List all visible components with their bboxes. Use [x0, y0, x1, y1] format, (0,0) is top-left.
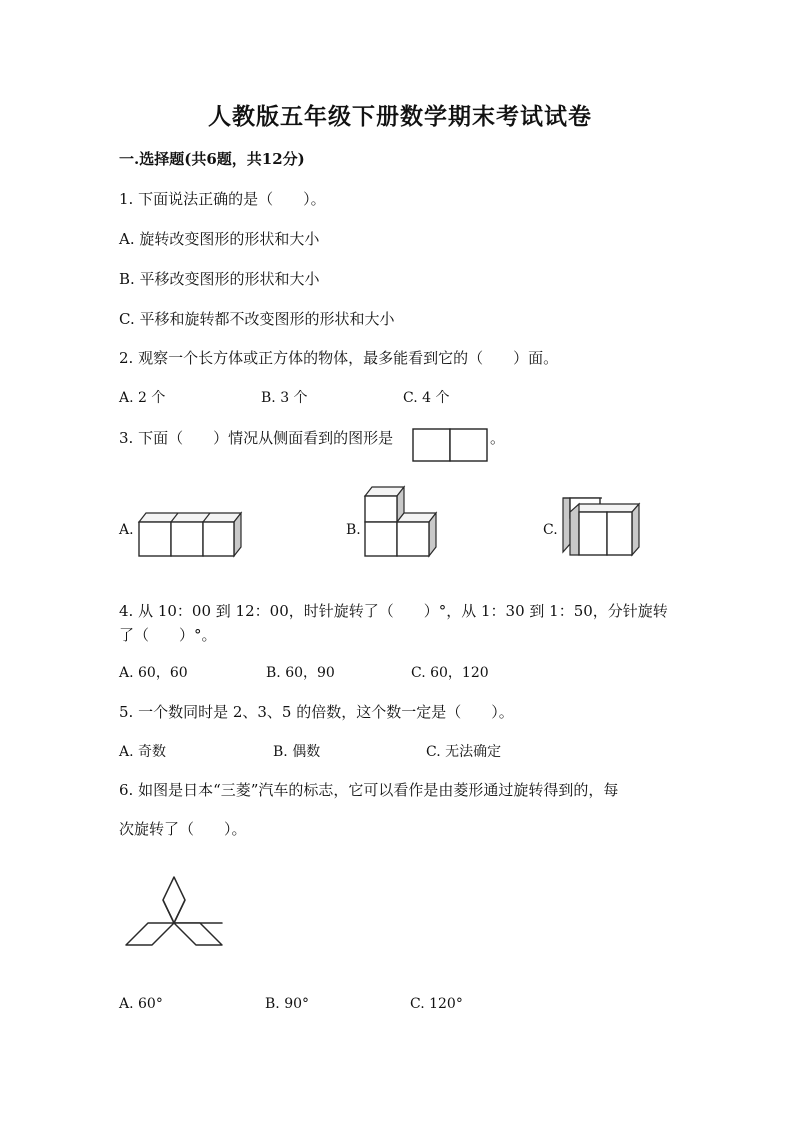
question-4-stem-line2: 了（ ）°。	[119, 626, 217, 644]
question-2-option-c: C. 4 个	[403, 390, 450, 406]
question-2-stem: 2. 观察一个长方体或正方体的物体，最多能看到它的（ ）面。	[119, 349, 559, 367]
page-title: 人教版五年级下册数学期末考试试卷	[208, 103, 592, 130]
question-6-option-c: C. 120°	[410, 996, 463, 1012]
question-3-stem-end: 。	[490, 429, 506, 447]
question-1-stem: 1. 下面说法正确的是（ ）。	[119, 190, 326, 208]
question-3-option-c-label: C.	[543, 522, 558, 538]
three-diamond-logo-icon	[124, 875, 226, 949]
question-1-option-c: C. 平移和旋转都不改变图形的形状和大小	[119, 310, 395, 328]
question-4-option-b: B. 60，90	[266, 665, 335, 681]
question-6-stem-line1: 6. 如图是日本“三菱”汽车的标志，它可以看作是由菱形通过旋转得到的，每	[119, 781, 619, 799]
question-4-option-c: C. 60，120	[411, 665, 489, 681]
side-view-icon	[412, 428, 488, 462]
question-1-option-a: A. 旋转改变图形的形状和大小	[119, 230, 320, 248]
question-2-option-b: B. 3 个	[261, 390, 308, 406]
question-6-option-a: A. 60°	[119, 996, 163, 1012]
question-4-option-a: A. 60，60	[119, 665, 188, 681]
question-6-stem-line2: 次旋转了（ ）。	[119, 820, 247, 838]
question-1-option-b: B. 平移改变图形的形状和大小	[119, 270, 320, 288]
question-5-option-c: C. 无法确定	[426, 744, 502, 760]
question-5-option-b: B. 偶数	[273, 744, 321, 760]
l-shaped-cubes-icon	[362, 485, 438, 559]
question-5-stem: 5. 一个数同时是 2、3、5 的倍数，这个数一定是（ ）。	[119, 703, 514, 721]
question-6-option-b: B. 90°	[265, 996, 310, 1012]
question-3-stem: 3. 下面（ ）情况从侧面看到的图形是	[119, 429, 394, 447]
three-cubes-row-icon	[136, 510, 242, 558]
question-2-option-a: A. 2 个	[119, 390, 166, 406]
question-5-option-a: A. 奇数	[119, 744, 167, 760]
question-3-option-b-label: B.	[346, 522, 361, 538]
stacked-cubes-icon	[560, 494, 642, 558]
question-4-stem-line1: 4. 从 10：00 到 12：00，时针旋转了（ ）°，从 1：30 到 1：50，分针旋转	[119, 602, 668, 620]
section-heading: 一.选择题(共6题，共12分)	[119, 150, 305, 168]
question-3-option-a-label: A.	[119, 522, 134, 538]
